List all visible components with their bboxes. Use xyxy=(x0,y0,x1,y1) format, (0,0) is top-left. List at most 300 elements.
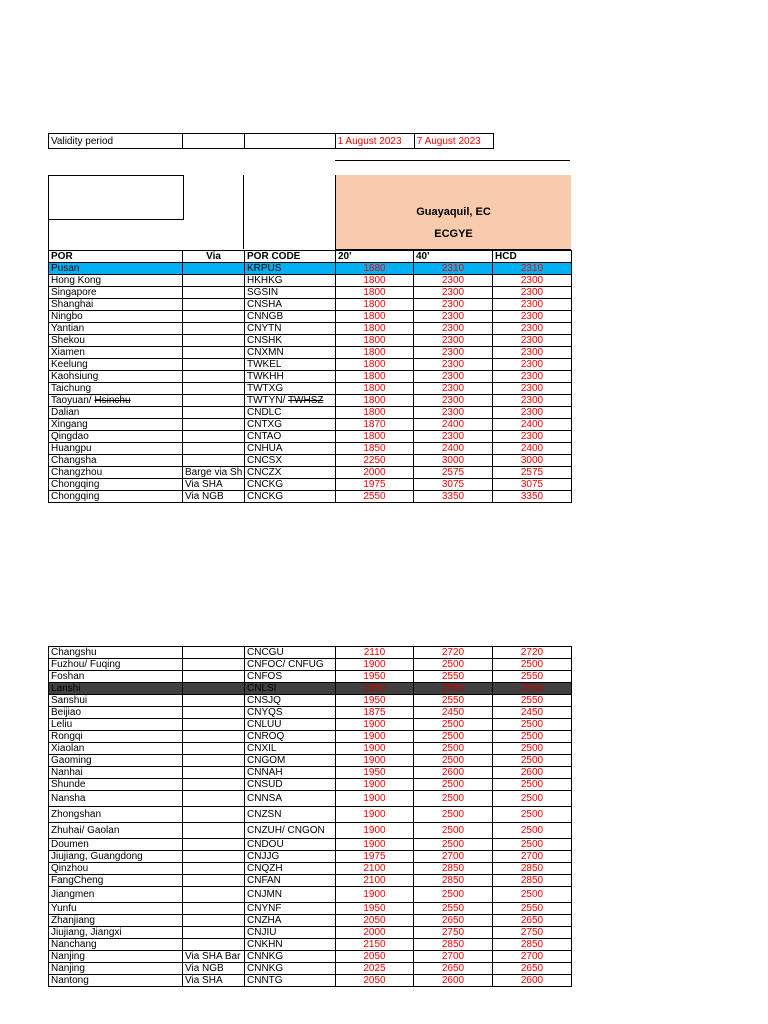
cell-por: Nantong xyxy=(49,975,183,987)
cell-hcd: 2300 xyxy=(493,383,572,395)
cell-hcd: 2300 xyxy=(493,371,572,383)
cell-por: Taoyuan/ Hsinchu xyxy=(49,395,183,407)
cell-por: Nansha xyxy=(49,791,183,807)
cell-via xyxy=(183,695,245,707)
cell-hcd: 2650 xyxy=(493,915,572,927)
cell-40: 2500 xyxy=(414,791,493,807)
table-row xyxy=(49,767,572,779)
cell-40: 2550 xyxy=(414,695,493,707)
cell-40: 2300 xyxy=(414,287,493,299)
cell-por: Hong Kong xyxy=(49,275,183,287)
validity-table xyxy=(48,133,494,149)
cell-20: 2000 xyxy=(336,927,414,939)
cell-por: Dalian xyxy=(49,407,183,419)
cell-40: 2500 xyxy=(414,743,493,755)
cell-40: 2400 xyxy=(414,419,493,431)
cell-hcd: 2300 xyxy=(493,335,572,347)
cell-via xyxy=(183,347,245,359)
cell-code: CNCKG xyxy=(245,479,336,491)
table-row xyxy=(49,359,572,371)
cell-por: Qinzhou xyxy=(49,863,183,875)
cell-hcd: 2500 xyxy=(493,719,572,731)
cell-via xyxy=(183,707,245,719)
table-row xyxy=(49,467,572,479)
cell-via xyxy=(183,419,245,431)
cell-via xyxy=(183,875,245,887)
cell-via xyxy=(183,383,245,395)
cell-40: 2850 xyxy=(414,939,493,951)
cell-por: Doumen xyxy=(49,839,183,851)
cell-code: CNCZX xyxy=(245,467,336,479)
cell-hcd: 2550 xyxy=(493,695,572,707)
cell-hcd: 2750 xyxy=(493,927,572,939)
table-row xyxy=(49,731,572,743)
cell-hcd: 2310 xyxy=(493,263,572,275)
cell-hcd: 2575 xyxy=(493,467,572,479)
cell-hcd: 2650 xyxy=(493,963,572,975)
cell-20: 2100 xyxy=(336,863,414,875)
cell-40: 2300 xyxy=(414,395,493,407)
cell-via xyxy=(183,791,245,807)
cell-hcd: 2500 xyxy=(493,823,572,839)
cell-via xyxy=(183,275,245,287)
cell-20: 1900 xyxy=(336,719,414,731)
cell-via xyxy=(183,659,245,671)
cell-40: 2450 xyxy=(414,707,493,719)
table-row xyxy=(49,431,572,443)
cell-40: 2300 xyxy=(414,383,493,395)
cell-hcd: 2700 xyxy=(493,951,572,963)
table-row xyxy=(49,263,572,275)
cell-20: 1950 xyxy=(336,767,414,779)
cell-code: CNCSX xyxy=(245,455,336,467)
table-row xyxy=(49,875,572,887)
table-row xyxy=(49,915,572,927)
cell-hcd: 2500 xyxy=(493,731,572,743)
cell-por: Foshan xyxy=(49,671,183,683)
cell-40: 2550 xyxy=(414,683,493,695)
cell-40: 2300 xyxy=(414,431,493,443)
cell-20: 1900 xyxy=(336,807,414,823)
cell-20: 2000 xyxy=(336,467,414,479)
cell-via xyxy=(183,287,245,299)
rate-table-2 xyxy=(48,646,572,987)
cell-20: 1800 xyxy=(336,323,414,335)
cell-hcd: 2500 xyxy=(493,791,572,807)
validity-to: 7 August 2023 xyxy=(414,134,493,149)
cell-code: CNDLC xyxy=(245,407,336,419)
cell-hcd: 2300 xyxy=(493,311,572,323)
cell-hcd: 2500 xyxy=(493,807,572,823)
cell-hcd: 2500 xyxy=(493,743,572,755)
cell-20: 1950 xyxy=(336,903,414,915)
cell-40: 2650 xyxy=(414,963,493,975)
cell-por: Pusan xyxy=(49,263,183,275)
cell-via xyxy=(183,335,245,347)
cell-20: 1800 xyxy=(336,275,414,287)
cell-via xyxy=(183,863,245,875)
cell-via xyxy=(183,851,245,863)
cell-40: 2300 xyxy=(414,299,493,311)
cell-40: 2600 xyxy=(414,767,493,779)
cell-20: 1900 xyxy=(336,731,414,743)
table-row xyxy=(49,443,572,455)
cell-via xyxy=(183,927,245,939)
cell-via xyxy=(183,719,245,731)
cell-40: 2500 xyxy=(414,755,493,767)
cell-40: 2700 xyxy=(414,951,493,963)
cell-40: 2850 xyxy=(414,863,493,875)
cell-code: CNHUA xyxy=(245,443,336,455)
cell-code: CNSHA xyxy=(245,299,336,311)
table-row xyxy=(49,323,572,335)
cell-40: 2600 xyxy=(414,975,493,987)
cell-por: Nanchang xyxy=(49,939,183,951)
col-header-20: 20' xyxy=(336,251,414,263)
cell-via xyxy=(183,731,245,743)
cell-20: 1800 xyxy=(336,395,414,407)
cell-code: CNFOC/ CNFUG xyxy=(245,659,336,671)
cell-code: CNNKG xyxy=(245,951,336,963)
cell-hcd: 2500 xyxy=(493,839,572,851)
table-row xyxy=(49,839,572,851)
cell-code: CNFOS xyxy=(245,671,336,683)
cell-40: 2650 xyxy=(414,915,493,927)
cell-code: CNDOU xyxy=(245,839,336,851)
cell-via xyxy=(183,807,245,823)
header-blank-por xyxy=(48,175,184,220)
cell-code: CNCKG xyxy=(245,491,336,503)
cell-20: 1900 xyxy=(336,839,414,851)
table-row xyxy=(49,707,572,719)
cell-20: 1850 xyxy=(336,443,414,455)
cell-20: 1800 xyxy=(336,347,414,359)
cell-40: 2300 xyxy=(414,407,493,419)
cell-por: Rongqi xyxy=(49,731,183,743)
cell-code: CNSJQ xyxy=(245,695,336,707)
cell-20: 1975 xyxy=(336,851,414,863)
cell-40: 2500 xyxy=(414,807,493,823)
cell-por: Nanjing xyxy=(49,963,183,975)
cell-40: 2500 xyxy=(414,779,493,791)
cell-code: CNNSA xyxy=(245,791,336,807)
cell-hcd: 2300 xyxy=(493,275,572,287)
cell-via xyxy=(183,755,245,767)
cell-40: 3000 xyxy=(414,455,493,467)
cell-hcd: 2500 xyxy=(493,887,572,903)
cell-code: CNNKG xyxy=(245,963,336,975)
cell-20: 1800 xyxy=(336,287,414,299)
table-row xyxy=(49,951,572,963)
table-row xyxy=(49,823,572,839)
cell-por: Yunfu xyxy=(49,903,183,915)
cell-code: CNXIL xyxy=(245,743,336,755)
cell-20: 2250 xyxy=(336,455,414,467)
cell-via xyxy=(183,647,245,659)
table-row xyxy=(49,683,572,695)
cell-por: Changshu xyxy=(49,647,183,659)
cell-hcd: 2600 xyxy=(493,975,572,987)
cell-hcd: 2550 xyxy=(493,683,572,695)
cell-code: CNSUD xyxy=(245,779,336,791)
cell-via xyxy=(183,443,245,455)
destination-code-header xyxy=(335,219,571,250)
cell-via: Barge via Sh xyxy=(183,467,245,479)
cell-20: 2550 xyxy=(336,491,414,503)
cell-20: 1870 xyxy=(336,419,414,431)
cell-20: 1950 xyxy=(336,683,414,695)
cell-code: CNYTN xyxy=(245,323,336,335)
cell-20: 2050 xyxy=(336,975,414,987)
table-row xyxy=(49,887,572,903)
cell-por: Changsha xyxy=(49,455,183,467)
cell-por: Leliu xyxy=(49,719,183,731)
cell-hcd: 2850 xyxy=(493,875,572,887)
cell-por: Shanghai xyxy=(49,299,183,311)
cell-via: Via SHA xyxy=(183,975,245,987)
table-row xyxy=(49,395,572,407)
cell-code: CNTAO xyxy=(245,431,336,443)
cell-por: Nanhai xyxy=(49,767,183,779)
cell-20: 1800 xyxy=(336,299,414,311)
cell-code: TWKHH xyxy=(245,371,336,383)
cell-code: CNLSI xyxy=(245,683,336,695)
cell-20: 2150 xyxy=(336,939,414,951)
table-row xyxy=(49,287,572,299)
cell-20: 1950 xyxy=(336,695,414,707)
cell-por: Taichung xyxy=(49,383,183,395)
cell-20: 2050 xyxy=(336,951,414,963)
cell-code: CNGOM xyxy=(245,755,336,767)
cell-hcd: 2400 xyxy=(493,443,572,455)
cell-code: CNNAH xyxy=(245,767,336,779)
table-row xyxy=(49,743,572,755)
cell-20: 1900 xyxy=(336,887,414,903)
cell-hcd: 2500 xyxy=(493,659,572,671)
table-row xyxy=(49,851,572,863)
cell-20: 1800 xyxy=(336,335,414,347)
cell-code: TWTYN/ TWHSZ xyxy=(245,395,336,407)
cell-por: Xingang xyxy=(49,419,183,431)
cell-hcd: 2400 xyxy=(493,419,572,431)
table-row xyxy=(49,807,572,823)
table-row xyxy=(49,939,572,951)
cell-20: 1950 xyxy=(336,671,414,683)
cell-via xyxy=(183,455,245,467)
col-header-via: Via xyxy=(183,251,245,263)
cell-por: Zhuhai/ Gaolan xyxy=(49,823,183,839)
cell-por: Shunde xyxy=(49,779,183,791)
cell-hcd: 2600 xyxy=(493,767,572,779)
cell-20: 1800 xyxy=(336,311,414,323)
cell-por: Jiangmen xyxy=(49,887,183,903)
cell-via: Via SHA xyxy=(183,479,245,491)
table-row xyxy=(49,347,572,359)
table-row xyxy=(49,671,572,683)
cell-hcd: 2450 xyxy=(493,707,572,719)
cell-20: 1800 xyxy=(336,371,414,383)
cell-hcd: 3000 xyxy=(493,455,572,467)
cell-hcd: 2300 xyxy=(493,431,572,443)
cell-code: CNCGU xyxy=(245,647,336,659)
table-row xyxy=(49,455,572,467)
cell-code: CNJJG xyxy=(245,851,336,863)
table-row xyxy=(49,311,572,323)
cell-40: 2300 xyxy=(414,335,493,347)
cell-code: TWKEL xyxy=(245,359,336,371)
cell-por: FangCheng xyxy=(49,875,183,887)
cell-por: Qingdao xyxy=(49,431,183,443)
cell-40: 3350 xyxy=(414,491,493,503)
cell-code: CNJMN xyxy=(245,887,336,903)
cell-40: 2500 xyxy=(414,839,493,851)
cell-via xyxy=(183,903,245,915)
cell-por: Shekou xyxy=(49,335,183,347)
cell-code: SGSIN xyxy=(245,287,336,299)
cell-hcd: 3350 xyxy=(493,491,572,503)
cell-por: Fuzhou/ Fuqing xyxy=(49,659,183,671)
cell-code: CNXMN xyxy=(245,347,336,359)
cell-code: CNZHA xyxy=(245,915,336,927)
validity-from: 1 August 2023 xyxy=(335,134,414,149)
cell-por: Beijiao xyxy=(49,707,183,719)
cell-via xyxy=(183,359,245,371)
cell-40: 2575 xyxy=(414,467,493,479)
cell-20: 2025 xyxy=(336,963,414,975)
cell-hcd: 2500 xyxy=(493,779,572,791)
cell-via xyxy=(183,323,245,335)
cell-40: 2550 xyxy=(414,903,493,915)
cell-por: Gaoming xyxy=(49,755,183,767)
table-row xyxy=(49,779,572,791)
cell-por: Keelung xyxy=(49,359,183,371)
cell-via xyxy=(183,767,245,779)
cell-por: Jiujiang, Jiangxi xyxy=(49,927,183,939)
cell-code: CNYNF xyxy=(245,903,336,915)
cell-40: 2300 xyxy=(414,359,493,371)
validity-label: Validity period xyxy=(49,134,183,149)
cell-40: 2300 xyxy=(414,371,493,383)
cell-20: 1900 xyxy=(336,743,414,755)
table-row xyxy=(49,903,572,915)
cell-por: Ningbo xyxy=(49,311,183,323)
cell-20: 2100 xyxy=(336,875,414,887)
cell-20: 1900 xyxy=(336,779,414,791)
separator-line xyxy=(335,160,570,161)
cell-code: CNJIU xyxy=(245,927,336,939)
cell-por: Nanjing xyxy=(49,951,183,963)
cell-20: 1900 xyxy=(336,791,414,807)
cell-por: Lanshi xyxy=(49,683,183,695)
cell-code: CNFAN xyxy=(245,875,336,887)
cell-code: CNROQ xyxy=(245,731,336,743)
cell-via xyxy=(183,915,245,927)
cell-40: 2310 xyxy=(414,263,493,275)
cell-20: 1875 xyxy=(336,707,414,719)
cell-code: CNNTG xyxy=(245,975,336,987)
destination-header xyxy=(335,175,571,220)
cell-por: Chongqing xyxy=(49,479,183,491)
cell-40: 2300 xyxy=(414,347,493,359)
header-blank-via xyxy=(182,175,244,249)
cell-via xyxy=(183,839,245,851)
cell-via xyxy=(183,683,245,695)
table-row xyxy=(49,719,572,731)
table-row xyxy=(49,659,572,671)
cell-20: 2110 xyxy=(336,647,414,659)
destination-code: ECGYE xyxy=(434,228,473,240)
cell-40: 2300 xyxy=(414,275,493,287)
cell-40: 3075 xyxy=(414,479,493,491)
cell-code: CNTXG xyxy=(245,419,336,431)
cell-hcd: 2300 xyxy=(493,299,572,311)
cell-hcd: 2300 xyxy=(493,287,572,299)
rate-table-1 xyxy=(48,250,572,503)
cell-via: Via NGB xyxy=(183,963,245,975)
cell-via xyxy=(183,939,245,951)
cell-20: 1800 xyxy=(336,383,414,395)
cell-40: 2300 xyxy=(414,311,493,323)
cell-hcd: 2300 xyxy=(493,359,572,371)
cell-por: Zhanjiang xyxy=(49,915,183,927)
cell-40: 2500 xyxy=(414,659,493,671)
cell-code: CNZSN xyxy=(245,807,336,823)
table-row xyxy=(49,491,572,503)
cell-40: 2500 xyxy=(414,887,493,903)
cell-20: 1900 xyxy=(336,659,414,671)
cell-via xyxy=(183,743,245,755)
table-row xyxy=(49,975,572,987)
validity-empty-2 xyxy=(245,134,335,149)
cell-40: 2300 xyxy=(414,323,493,335)
table-row xyxy=(49,407,572,419)
cell-via xyxy=(183,887,245,903)
cell-por: Kaohsiung xyxy=(49,371,183,383)
cell-40: 2500 xyxy=(414,719,493,731)
cell-via xyxy=(183,395,245,407)
cell-40: 2700 xyxy=(414,851,493,863)
cell-por: Huangpu xyxy=(49,443,183,455)
cell-via xyxy=(183,779,245,791)
cell-hcd: 3075 xyxy=(493,479,572,491)
cell-20: 1800 xyxy=(336,431,414,443)
cell-via xyxy=(183,671,245,683)
destination-name: Guayaquil, EC xyxy=(416,206,491,218)
cell-hcd: 2300 xyxy=(493,323,572,335)
cell-via xyxy=(183,407,245,419)
cell-via xyxy=(183,299,245,311)
table-row xyxy=(49,275,572,287)
col-header-hcd: HCD xyxy=(493,251,572,263)
cell-code: CNNGB xyxy=(245,311,336,323)
col-header-40: 40' xyxy=(414,251,493,263)
cell-por: Xiamen xyxy=(49,347,183,359)
cell-20: 2050 xyxy=(336,915,414,927)
cell-hcd: 2500 xyxy=(493,755,572,767)
cell-hcd: 2550 xyxy=(493,671,572,683)
table-row xyxy=(49,299,572,311)
cell-via xyxy=(183,431,245,443)
cell-via: Via SHA Bar xyxy=(183,951,245,963)
header-blank-por-2 xyxy=(48,219,183,250)
column-header-row xyxy=(49,251,572,263)
cell-code: CNKHN xyxy=(245,939,336,951)
cell-via xyxy=(183,311,245,323)
cell-por: Yantian xyxy=(49,323,183,335)
cell-hcd: 2300 xyxy=(493,347,572,359)
cell-40: 2400 xyxy=(414,443,493,455)
table-row xyxy=(49,863,572,875)
